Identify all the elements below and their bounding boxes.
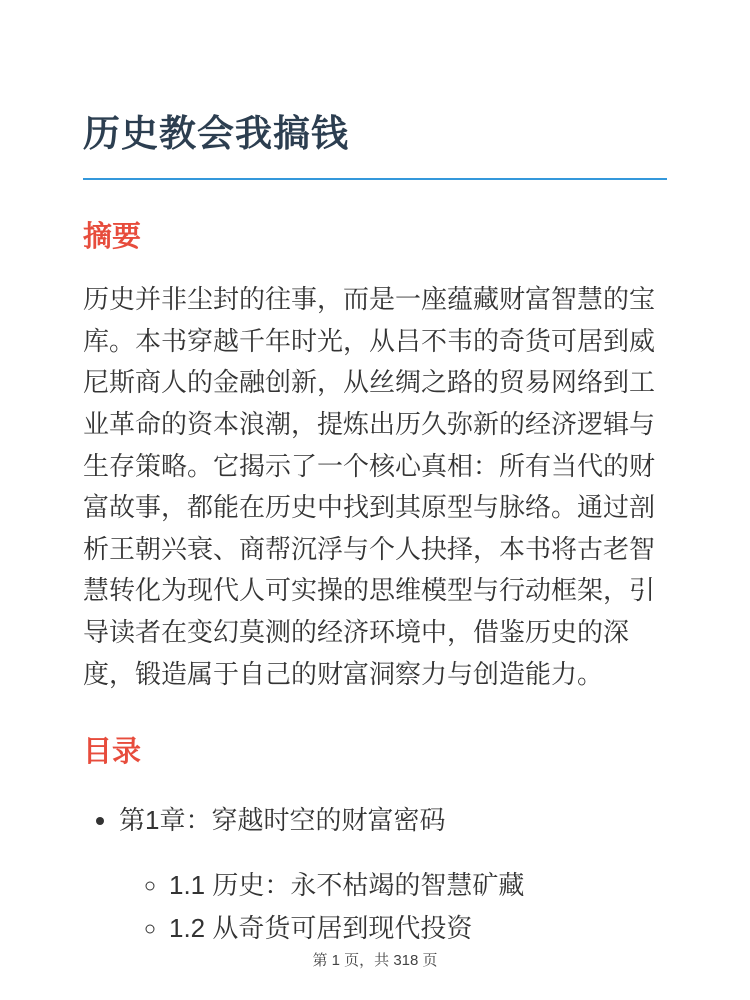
abstract-text: 历史并非尘封的往事，而是一座蕴藏财富智慧的宝库。本书穿越千年时光，从吕不韦的奇货可居到威尼斯商人的金融创新，从丝绸之路的贸易网络到工业革命的资本浪潮，提炼出历久弥新的经济逻辑与生存策略。它揭示了一个核心真相：所有当代的财富故事，都能在历史中找到其原型与脉络。通过剖析王朝兴衰、商帮沉浮与个人抉择，本书将古老智慧转化为现代人可实操的思维模型与行动框架，引导读者在变幻莫测的经济环境中，借鉴历史的深度，锻造属于自己的财富洞察力与创造能力。 bbox=[83, 284, 656, 689]
abstract-heading: 摘要 bbox=[83, 221, 142, 254]
page-title: 历史教会我搞钱 bbox=[83, 113, 349, 154]
toc-section-label: 1.1 历史：永不枯竭的智慧矿藏 bbox=[169, 869, 525, 900]
toc-section-item bbox=[169, 865, 667, 907]
toc-chapter-item bbox=[119, 800, 667, 950]
toc-section-label: 1.2 从奇货可居到现代投资 bbox=[169, 913, 473, 944]
toc-heading: 目录 bbox=[83, 736, 142, 769]
toc-chapter-label: 第1章：穿越时空的财富密码 bbox=[119, 804, 446, 835]
title-divider bbox=[83, 178, 667, 180]
toc-section-item bbox=[169, 908, 667, 950]
page-number-indicator: 第 1 页，共 318 页 bbox=[312, 952, 438, 969]
toc-sublist bbox=[119, 865, 667, 950]
toc-list bbox=[83, 800, 667, 950]
